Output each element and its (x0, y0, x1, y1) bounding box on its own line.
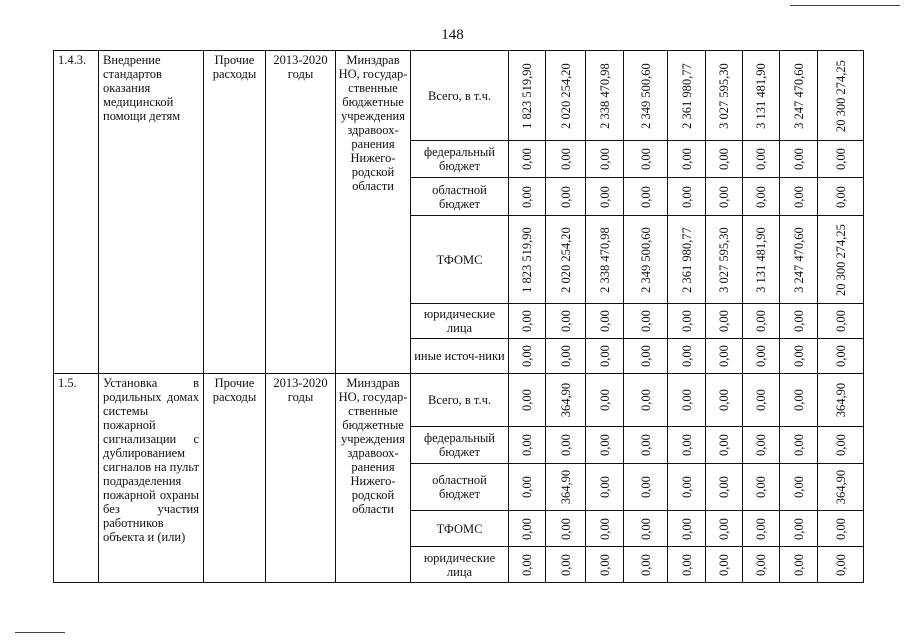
amount-cell (706, 427, 743, 464)
amount-value: 0,00 (558, 434, 573, 456)
amount-cell (509, 427, 546, 464)
amount-value: 0,00 (679, 310, 694, 332)
amount-cell (743, 511, 780, 547)
amount-cell (624, 216, 668, 304)
amount-value: 0,00 (520, 389, 534, 411)
amount-cell (624, 304, 668, 339)
amount-cell (706, 141, 743, 178)
funding-source: юридические лица (411, 547, 509, 583)
amount-cell (743, 178, 780, 216)
amount-cell (668, 464, 706, 511)
amount-value: 0,00 (679, 517, 694, 540)
amount-value: 0,00 (597, 345, 612, 367)
amount-cell (780, 427, 818, 464)
amount-value: 0,00 (679, 345, 694, 367)
amount-cell (546, 216, 586, 304)
expense-type: Прочие расходы (204, 374, 266, 583)
amount-cell (509, 339, 546, 374)
amount-cell (706, 374, 743, 427)
amount-cell (668, 427, 706, 464)
amount-cell (706, 511, 743, 547)
amount-cell (706, 339, 743, 374)
implementation-period: 2013-2020 годы (266, 374, 336, 583)
amount-value: 2 361 980,77 (679, 226, 694, 293)
amount-value: 0,00 (638, 185, 653, 208)
amount-value: 0,00 (717, 345, 731, 367)
funding-source: иные источ-ники (411, 339, 509, 374)
amount-value: 0,00 (791, 476, 806, 498)
amount-cell (780, 178, 818, 216)
amount-value: 0,00 (717, 310, 731, 332)
amount-value: 0,00 (638, 389, 653, 411)
amount-value: 0,00 (558, 148, 573, 170)
amount-cell (546, 511, 586, 547)
funding-source: областной бюджет (411, 464, 509, 511)
amount-value: 0,00 (597, 185, 612, 208)
amount-value: 0,00 (520, 517, 534, 540)
amount-value: 0,00 (754, 434, 768, 456)
amount-value: 0,00 (638, 148, 653, 170)
amount-cell (743, 51, 780, 141)
amount-cell (624, 427, 668, 464)
amount-cell (818, 178, 864, 216)
table-row (54, 51, 864, 141)
amount-value: 3 247 470,60 (791, 62, 806, 129)
amount-value: 2 020 254,20 (558, 226, 573, 293)
funding-source: ТФОМС (411, 216, 509, 304)
amount-value: 0,00 (833, 310, 848, 332)
implementation-period: 2013-2020 годы (266, 51, 336, 374)
amount-value: 0,00 (754, 148, 768, 170)
amount-cell (706, 547, 743, 583)
amount-cell (586, 427, 624, 464)
amount-cell (509, 547, 546, 583)
amount-cell (509, 304, 546, 339)
amount-cell (780, 511, 818, 547)
amount-value: 364,90 (833, 469, 848, 505)
amount-cell (509, 178, 546, 216)
amount-cell (668, 178, 706, 216)
amount-value: 0,00 (638, 476, 653, 498)
amount-cell (668, 374, 706, 427)
amount-cell (780, 51, 818, 141)
amount-cell (624, 51, 668, 141)
measure-name: Внедрение стандартов оказания медицинской помощи детям (99, 51, 204, 374)
amount-value: 0,00 (558, 517, 573, 540)
amount-cell (546, 141, 586, 178)
amount-value: 1 823 519,90 (520, 62, 534, 129)
amount-cell (706, 51, 743, 141)
amount-value: 0,00 (597, 310, 612, 332)
amount-value: 0,00 (558, 553, 573, 576)
amount-value: 0,00 (754, 185, 768, 208)
amount-cell (509, 374, 546, 427)
amount-value: 0,00 (754, 345, 768, 367)
amount-cell (586, 178, 624, 216)
amount-value: 364,90 (558, 382, 573, 418)
amount-value: 0,00 (638, 345, 653, 367)
amount-value: 0,00 (754, 389, 768, 411)
amount-cell (586, 216, 624, 304)
amount-value: 2 361 980,77 (679, 62, 694, 129)
amount-cell (706, 304, 743, 339)
amount-value: 2 349 500,60 (638, 226, 653, 293)
amount-cell (586, 339, 624, 374)
amount-cell (546, 464, 586, 511)
amount-value: 0,00 (558, 185, 573, 208)
amount-value: 0,00 (520, 148, 534, 170)
amount-value: 2 338 470,98 (597, 226, 612, 293)
amount-value: 0,00 (754, 553, 768, 576)
amount-cell (818, 427, 864, 464)
amount-cell (624, 511, 668, 547)
amount-value: 0,00 (754, 517, 768, 540)
amount-value: 0,00 (638, 434, 653, 456)
amount-value: 0,00 (717, 434, 731, 456)
amount-value: 0,00 (717, 517, 731, 540)
amount-cell (818, 339, 864, 374)
amount-value: 0,00 (717, 185, 731, 208)
amount-value: 0,00 (717, 148, 731, 170)
amount-value: 2 338 470,98 (597, 62, 612, 129)
amount-value: 0,00 (791, 345, 806, 367)
amount-value: 0,00 (597, 148, 612, 170)
amount-value: 0,00 (791, 310, 806, 332)
amount-value: 0,00 (679, 434, 694, 456)
amount-cell (546, 339, 586, 374)
amount-cell (780, 216, 818, 304)
amount-value: 364,90 (833, 382, 848, 418)
amount-cell (509, 511, 546, 547)
funding-source: ТФОМС (411, 511, 509, 547)
amount-value: 2 349 500,60 (638, 62, 653, 129)
amount-cell (624, 464, 668, 511)
table-body (54, 51, 864, 583)
amount-cell (509, 141, 546, 178)
amount-cell (586, 141, 624, 178)
measure-name: Установка в родильных домах системы пожарной сигнализации с дублированием сигналов на пульт подразделения пожарной охраны без участия работников объекта и (или) (99, 374, 204, 583)
amount-cell (780, 304, 818, 339)
expense-type: Прочие расходы (204, 51, 266, 374)
amount-cell (668, 511, 706, 547)
amount-value: 0,00 (679, 476, 694, 498)
funding-source: федеральный бюджет (411, 141, 509, 178)
amount-cell (818, 216, 864, 304)
amount-cell (818, 141, 864, 178)
amount-cell (546, 178, 586, 216)
amount-value: 0,00 (558, 310, 573, 332)
amount-cell (624, 374, 668, 427)
amount-cell (780, 374, 818, 427)
amount-value: 0,00 (520, 345, 534, 367)
amount-cell (586, 304, 624, 339)
amount-cell (624, 339, 668, 374)
amount-cell (743, 547, 780, 583)
amount-value: 0,00 (717, 553, 731, 576)
amount-cell (780, 141, 818, 178)
amount-cell (706, 464, 743, 511)
amount-value: 0,00 (791, 148, 806, 170)
amount-value: 1 823 519,90 (520, 226, 534, 293)
amount-cell (546, 51, 586, 141)
amount-cell (780, 547, 818, 583)
amount-cell (818, 304, 864, 339)
table-row (54, 374, 864, 427)
amount-cell (743, 141, 780, 178)
amount-value: 0,00 (597, 389, 612, 411)
amount-value: 0,00 (833, 185, 848, 208)
amount-value: 0,00 (679, 553, 694, 576)
amount-cell (743, 304, 780, 339)
amount-cell (818, 511, 864, 547)
amount-cell (818, 464, 864, 511)
budget-table (53, 50, 864, 583)
amount-value: 0,00 (833, 148, 848, 170)
amount-value: 20 300 274,25 (833, 223, 848, 296)
amount-value: 3 027 595,30 (717, 226, 731, 293)
executor: Минздрав НО, государ-ственные бюджетные учреждения здравоох-ранения Нижего-родской области (336, 51, 411, 374)
amount-cell (780, 339, 818, 374)
amount-cell (743, 427, 780, 464)
amount-value: 0,00 (597, 553, 612, 576)
amount-cell (509, 51, 546, 141)
row-number: 1.5. (54, 374, 99, 583)
amount-value: 0,00 (558, 345, 573, 367)
amount-cell (586, 547, 624, 583)
funding-source: областной бюджет (411, 178, 509, 216)
amount-value: 0,00 (679, 148, 694, 170)
amount-value: 364,90 (558, 469, 573, 505)
amount-value: 0,00 (638, 310, 653, 332)
funding-source: юридические лица (411, 304, 509, 339)
amount-cell (624, 178, 668, 216)
executor: Минздрав НО, государ-ственные бюджетные учреждения здравоох-ранения Нижего-родской области (336, 374, 411, 583)
amount-value: 0,00 (638, 517, 653, 540)
amount-value: 0,00 (717, 476, 731, 498)
amount-cell (586, 511, 624, 547)
funding-source: федеральный бюджет (411, 427, 509, 464)
funding-source: Всего, в т.ч. (411, 51, 509, 141)
amount-cell (546, 304, 586, 339)
amount-cell (586, 374, 624, 427)
amount-value: 0,00 (791, 185, 806, 208)
amount-cell (546, 374, 586, 427)
amount-cell (668, 547, 706, 583)
amount-value: 0,00 (679, 389, 694, 411)
amount-value: 0,00 (833, 345, 848, 367)
funding-source: Всего, в т.ч. (411, 374, 509, 427)
amount-value: 0,00 (833, 517, 848, 540)
amount-cell (668, 216, 706, 304)
amount-value: 0,00 (520, 434, 534, 456)
page-number: 148 (441, 27, 464, 43)
amount-cell (743, 339, 780, 374)
amount-value: 0,00 (791, 389, 806, 411)
amount-value: 0,00 (791, 553, 806, 576)
amount-cell (743, 374, 780, 427)
amount-value: 0,00 (638, 553, 653, 576)
amount-cell (624, 547, 668, 583)
amount-value: 0,00 (597, 434, 612, 456)
amount-value: 2 020 254,20 (558, 62, 573, 129)
scan-artifact-line (790, 5, 900, 6)
amount-cell (818, 374, 864, 427)
amount-cell (818, 547, 864, 583)
amount-value: 0,00 (754, 310, 768, 332)
amount-cell (668, 304, 706, 339)
amount-cell (818, 51, 864, 141)
amount-cell (546, 427, 586, 464)
amount-value: 0,00 (791, 434, 806, 456)
amount-value: 3 027 595,30 (717, 62, 731, 129)
amount-value: 0,00 (520, 476, 534, 498)
amount-cell (706, 178, 743, 216)
scan-artifact-line (15, 632, 65, 633)
amount-cell (780, 464, 818, 511)
amount-cell (743, 216, 780, 304)
row-number: 1.4.3. (54, 51, 99, 374)
amount-cell (743, 464, 780, 511)
amount-cell (586, 464, 624, 511)
amount-cell (668, 141, 706, 178)
amount-cell (668, 51, 706, 141)
amount-value: 0,00 (679, 185, 694, 208)
amount-value: 0,00 (833, 434, 848, 456)
amount-value: 0,00 (597, 476, 612, 498)
amount-cell (706, 216, 743, 304)
amount-cell (546, 547, 586, 583)
amount-value: 3 247 470,60 (791, 226, 806, 293)
amount-cell (509, 464, 546, 511)
amount-value: 0,00 (520, 185, 534, 208)
amount-value: 0,00 (520, 310, 534, 332)
amount-value: 3 131 481,90 (754, 226, 768, 293)
amount-cell (586, 51, 624, 141)
amount-value: 3 131 481,90 (754, 62, 768, 129)
amount-value: 20 300 274,25 (833, 59, 848, 132)
amount-value: 0,00 (717, 389, 731, 411)
amount-value: 0,00 (597, 517, 612, 540)
amount-value: 0,00 (791, 517, 806, 540)
amount-value: 0,00 (520, 553, 534, 576)
amount-cell (624, 141, 668, 178)
amount-cell (668, 339, 706, 374)
amount-cell (509, 216, 546, 304)
amount-value: 0,00 (754, 476, 768, 498)
amount-value: 0,00 (833, 553, 848, 576)
